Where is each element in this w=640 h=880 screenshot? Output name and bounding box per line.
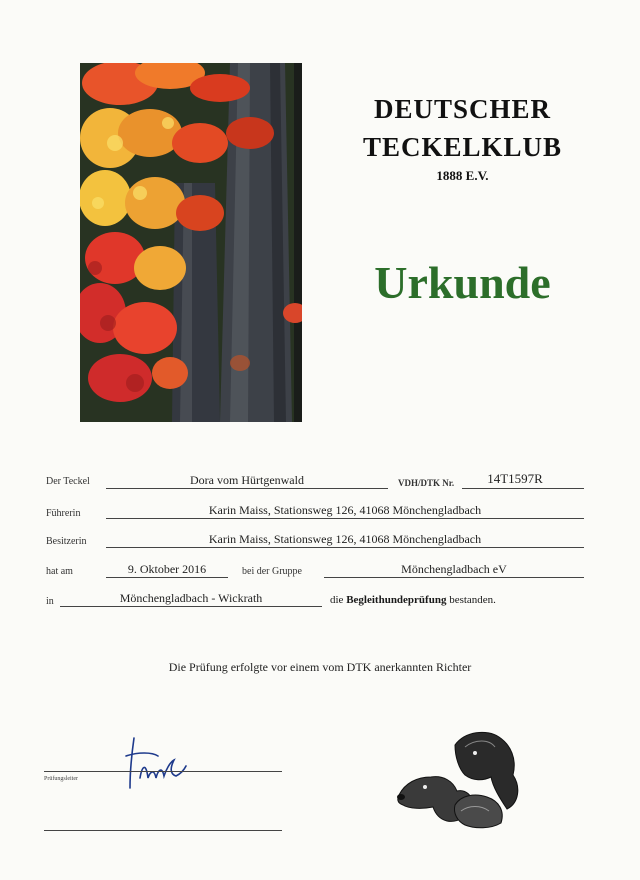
autumn-tree-photo — [80, 63, 302, 422]
ort-line — [60, 606, 322, 607]
date-line — [106, 577, 228, 578]
vdh-label: VDH/DTK Nr. — [398, 478, 455, 488]
teckel-value: Dora vom Hürtgenwald — [190, 473, 304, 487]
ort-value: Mönchengladbach - Wickrath — [119, 591, 263, 605]
hatam-label: hat am — [46, 566, 73, 577]
document-title: Urkunde — [374, 257, 551, 308]
date-value: 9. Oktober 2016 — [127, 562, 207, 576]
gruppe-value: Mönchengladbach eV — [401, 562, 507, 576]
gruppe-line — [324, 577, 584, 578]
besitzerin-line — [106, 547, 584, 548]
teckel-label: Der Teckel — [46, 476, 90, 487]
in-label: in — [46, 596, 54, 607]
judge-note: Die Prüfung erfolgte vor einem vom DTK anerkannten Richter — [168, 660, 472, 674]
second-signature-line — [44, 830, 282, 831]
bestanden-label: bestanden. — [449, 594, 496, 606]
vdh-value: 14T1597R — [487, 471, 543, 486]
club-founding: 1888 E.V. — [436, 168, 489, 183]
signature-line — [44, 771, 282, 772]
teckel-line — [106, 488, 388, 489]
passed-statement — [330, 594, 496, 606]
pruefung-label: Begleithundeprüfung — [346, 594, 447, 606]
besitzerin-label: Besitzerin — [46, 536, 87, 547]
gruppe-label: bei der Gruppe — [242, 566, 302, 577]
die-label: die — [330, 594, 344, 606]
fuehrerin-line — [106, 518, 584, 519]
signature-label: Prüfungsleiter — [44, 776, 78, 782]
autumn-tree-image — [80, 63, 302, 422]
club-name-line-2: TECKELKLUB — [362, 132, 563, 162]
vdh-line — [462, 488, 584, 489]
fuehrerin-value: Karin Maiss, Stationsweg 126, 41068 Mönchengladbach — [208, 503, 482, 517]
club-name-line-1: DEUTSCHER — [373, 94, 552, 124]
judge-signature — [118, 730, 228, 800]
fuehrerin-label: Führerin — [46, 508, 81, 519]
besitzerin-value: Karin Maiss, Stationsweg 126, 41068 Mönchengladbach — [208, 532, 482, 546]
dachshund-heads-drawing — [395, 725, 525, 830]
